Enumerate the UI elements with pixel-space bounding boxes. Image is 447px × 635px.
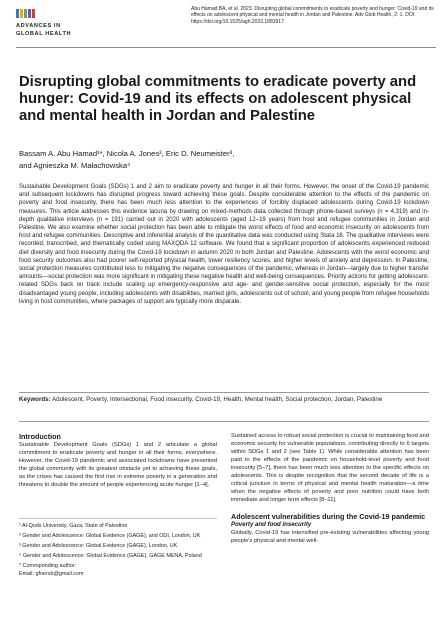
author-list [19, 148, 419, 171]
left-column [19, 432, 217, 489]
right-paragraph-2: Globally, Covid-19 has intensified pre-existing vulnerabilities affecting young people's physical and mental well- [231, 530, 429, 545]
vulnerabilities-heading: Adolescent vulnerabilities during the Covid-19 pandemic [231, 512, 426, 522]
affiliation-4: ⁴ Gender and Adolescence: Global Evidence (GAGE), GAGE MENA, Poland [19, 553, 202, 559]
introduction-heading: Introduction [19, 432, 61, 441]
journal-logo [16, 9, 86, 39]
affiliation-3: ³ Gender and Adolescence: Global Evidence (GAGE), London, UK [19, 543, 178, 549]
poverty-subheading: Poverty and food insecurity [231, 521, 312, 529]
keywords-list: Adolescent, Poverty, Intersectional, Food insecurity, Covid-19, Health, Mental health, Social protection, Jordan, Palestine [52, 396, 383, 403]
logo-line-1: ADVANCES IN [16, 23, 61, 29]
abstract-divider-top [19, 392, 429, 393]
right-paragraph-1: Sustained access to robust social protection is crucial to maintaining food and economic security for vulnerable populations, contributing directly to 6 targets within SDGs 1 and 2 (see Table 1). While considerable attention has been paid to the effects of the pandemic on household-level poverty and food insecurity [5–7], there has been much less attention to the specific effects on adolescents. This is despite recognition that the second decade of life is a critical juncture in terms of physical and mental health maturation—a time when the negative effects of poverty and poor nutrition could have both immediate and longer term effects [8–11]. [231, 433, 429, 504]
corresponding-author-label: * Corresponding author: [19, 563, 77, 569]
keywords-divider-bottom [19, 421, 429, 422]
article-title: Disrupting global commitments to eradicate poverty and hunger: Covid-19 and its effects on adolescent physical and mental health in Jordan and Palestine [19, 74, 417, 124]
corresponding-author-email[interactable]: Email: gfoersb@gmail.com [19, 571, 84, 577]
right-column [231, 432, 429, 546]
affiliation-2: ² Gender and Adolescence: Global Evidence (GAGE), and ODI, London, UK [19, 533, 201, 539]
introduction-paragraph: Sustainable Development Goals (SDGs) 1 and 2 articulate a global commitment to eradicate poverty and hunger in all their forms, everywhere. However, the Covid-19 pandemic and associated lockdowns have presented the global community with its greatest obstacle yet to achieving these goals, as the crises has caused the first rise in extreme poverty in a generation and threatens to double the amount of people experiencing acute hunger [1–4]. [19, 442, 217, 489]
journal-logo-text [16, 23, 71, 38]
affiliation-1: ¹ Al-Quds University, Gaza, State of Palestine [19, 523, 128, 529]
logo-line-2: GLOBAL HEALTH [16, 30, 72, 37]
authors-line-2: and Agnieszka M. Małachowska⁴ [19, 160, 131, 170]
keywords-block [19, 396, 429, 404]
journal-header [0, 0, 447, 50]
journal-logo-mark-icon [16, 9, 36, 18]
affiliations-block [19, 518, 217, 578]
header-divider [16, 47, 436, 48]
affiliations-divider [19, 518, 217, 519]
abstract-text: Sustainable Development Goals (SDGs) 1 and 2 aim to eradicate poverty and hunger in all their forms. However, the onset of the Covid-19 pandemic and subsequent lockdowns has disrupted progress toward achieving these goals. Despite considerable attention to the effects of the pandemic on poverty and food insecurity, there has been much less attention to the experiences of forcibly displaced adolescents during Covid-19 lockdown measures. This article addresses this evidence lacuna by drawing on mixed-methods data collected through phone-based surveys (n = 4,319) and in-depth qualitative interviews (n = 191) carried out in 2020 with adolescents (aged 12–19 years) from host and refugee communities in Jordan and Palestine. We also examine whether social protection has been able to mitigate the worst effects of food and economic insecurity on adolescents from host and refugee communities. Descriptive and inferential analysis of the quantitative data was conducted using Stata 16. The qualitative interviews were recorded, transcribed, and thematically coded using MAXQDA 12 software. We found that a significant proportion of adolescents experienced reduced diet diversity and food insecurity during the Covid-19 lockdown in autumn 2020 in both Jordan and Palestine. Adolescents with the worst economic and food security outcomes also had poorer self-reported physical health, lower resiliency scores, and higher levels of anxiety and depression. In Palestine, social protection measures contributed less to mitigating the negative consequences of the pandemic, whereas in Jordan—largely due to higher transfer amounts—social protection was more significant in mitigating these negative health and well-being consequences. Priority actions for getting adolescent-related SDGs back on track include scaling up emergency-responsive and age- and gender-sensitive social protection, especially for the most disadvantaged young people, including adolescents with disabilities, married girls, adolescents out of school, and young people from refugee households living in host communities, where packages of support are typically more disparate. [19, 184, 429, 305]
keywords-label: Keywords: [19, 396, 51, 403]
citation-text: Abu Hamad BA, et al. 2023. Disrupting global commitments to eradicate poverty and hunger: Covid-19 and its effects on adolescent physical and mental health in Jordan and Palestine. Adv Glob Health, 2: 1. DOI: https://doi.org/10.1525/agh.2023.1883917 [191, 6, 434, 25]
authors-line-1: Bassam A. Abu Hamad¹*, Nicola A. Jones², Eric D. Neumeister³, [19, 149, 235, 158]
